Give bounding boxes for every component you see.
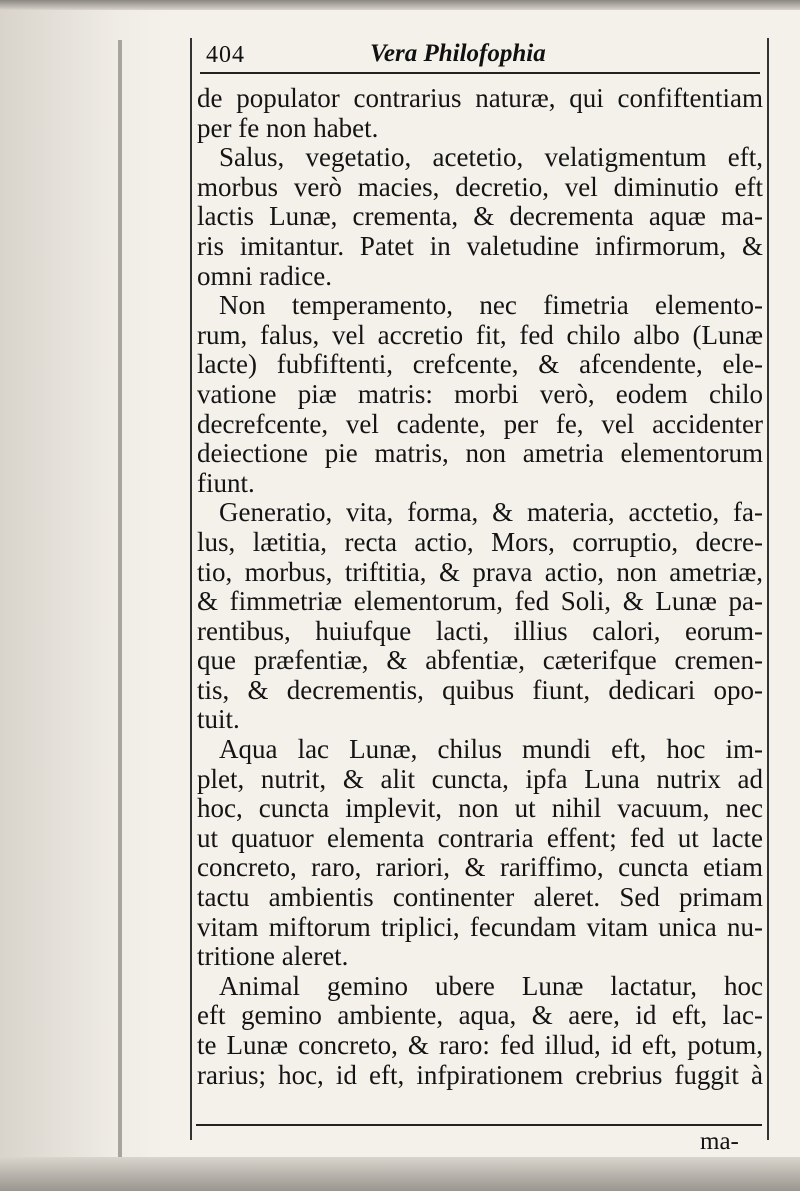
text-line: morbus verò macies, decretio, vel diminutio eft <box>197 172 763 202</box>
text-line: plet, nutrit, & alit cuncta, ipfa Luna nutrix ad <box>197 764 763 794</box>
text-line: lacte) fubfiftenti, crefcente, & afcendente, ele- <box>197 350 763 380</box>
text-line: omni radice. <box>197 261 332 291</box>
text-line: Salus, vegetatio, acetetio, velatigmentum eft, <box>219 143 763 173</box>
text-line: lus, lætitia, recta actio, Mors, corruptio, decre- <box>197 527 763 557</box>
body-text <box>197 84 763 1090</box>
text-line: concreto, raro, rariori, & rariffimo, cuncta etiam <box>197 853 763 883</box>
scan-top-edge <box>0 0 800 10</box>
footer-rule <box>196 1124 762 1126</box>
text-line: eft gemino ambiente, aqua, & aere, id eft, lac- <box>197 1001 763 1031</box>
text-line: tactu ambientis continenter aleret. Sed primam <box>197 883 763 913</box>
running-title: Vera Philofophia <box>370 40 546 67</box>
text-line: Generatio, vita, forma, & materia, acctetio, fa- <box>219 498 763 528</box>
text-line: te Lunæ concreto, & raro: fed illud, id eft, potum, <box>197 1031 763 1060</box>
text-line: fiunt. <box>197 468 255 498</box>
page-header <box>200 40 760 74</box>
text-line: deiectione pie matris, non ametria elementorum <box>197 439 763 469</box>
text-line: per fe non habet. <box>197 113 379 143</box>
text-line: vatione piæ matris: morbi verò, eodem chilo <box>197 379 763 409</box>
text-line: decrefcente, vel cadente, per fe, vel accidenter <box>197 409 763 439</box>
scan-bottom-edge <box>0 1157 800 1191</box>
text-line: lactis Lunæ, crementa, & decrementa aquæ ma- <box>197 202 763 232</box>
text-line: tritione aleret. <box>197 942 349 972</box>
catchword: ma- <box>700 1128 739 1155</box>
text-line: tis, & decrementis, quibus fiunt, dedicari opo- <box>197 675 763 705</box>
text-line: rentibus, huiufque lacti, illius calori, eorum- <box>197 616 763 646</box>
text-line: de populator contrarius naturæ, qui confiftentiam <box>197 84 763 113</box>
text-line: ris imitantur. Patet in valetudine infirmorum, & <box>197 231 763 261</box>
text-line: que præfentiæ, & abfentiæ, cæterifque cremen- <box>197 646 763 676</box>
text-line: & fimmetriæ elementorum, fed Soli, & Lunæ pa- <box>197 587 763 617</box>
text-line: Aqua lac Lunæ, chilus mundi eft, hoc im- <box>219 735 763 765</box>
text-line: tio, morbus, triftitia, & prava actio, non ametriæ, <box>197 557 763 587</box>
text-line: vitam miftorum triplici, fecundam vitam unica nu- <box>197 912 763 942</box>
text-line: Non temperamento, nec fimetria elemento- <box>219 291 763 321</box>
text-line: ut quatuor elementa contraria effent; fed ut lacte <box>197 823 763 853</box>
text-line: rum, falus, vel accretio fit, fed chilo albo (Lunæ <box>197 320 763 350</box>
book-gutter <box>0 10 165 1160</box>
text-line: rarius; hoc, id eft, infpirationem crebrius fuggit à <box>197 1060 763 1090</box>
text-line: tuit. <box>197 705 240 735</box>
gutter-shadow <box>118 40 122 1160</box>
text-line: hoc, cuncta implevit, non ut nihil vacuum, nec <box>197 794 763 824</box>
text-line: Animal gemino ubere Lunæ lactatur, hoc <box>219 971 763 1001</box>
page-number: 404 <box>206 42 245 68</box>
